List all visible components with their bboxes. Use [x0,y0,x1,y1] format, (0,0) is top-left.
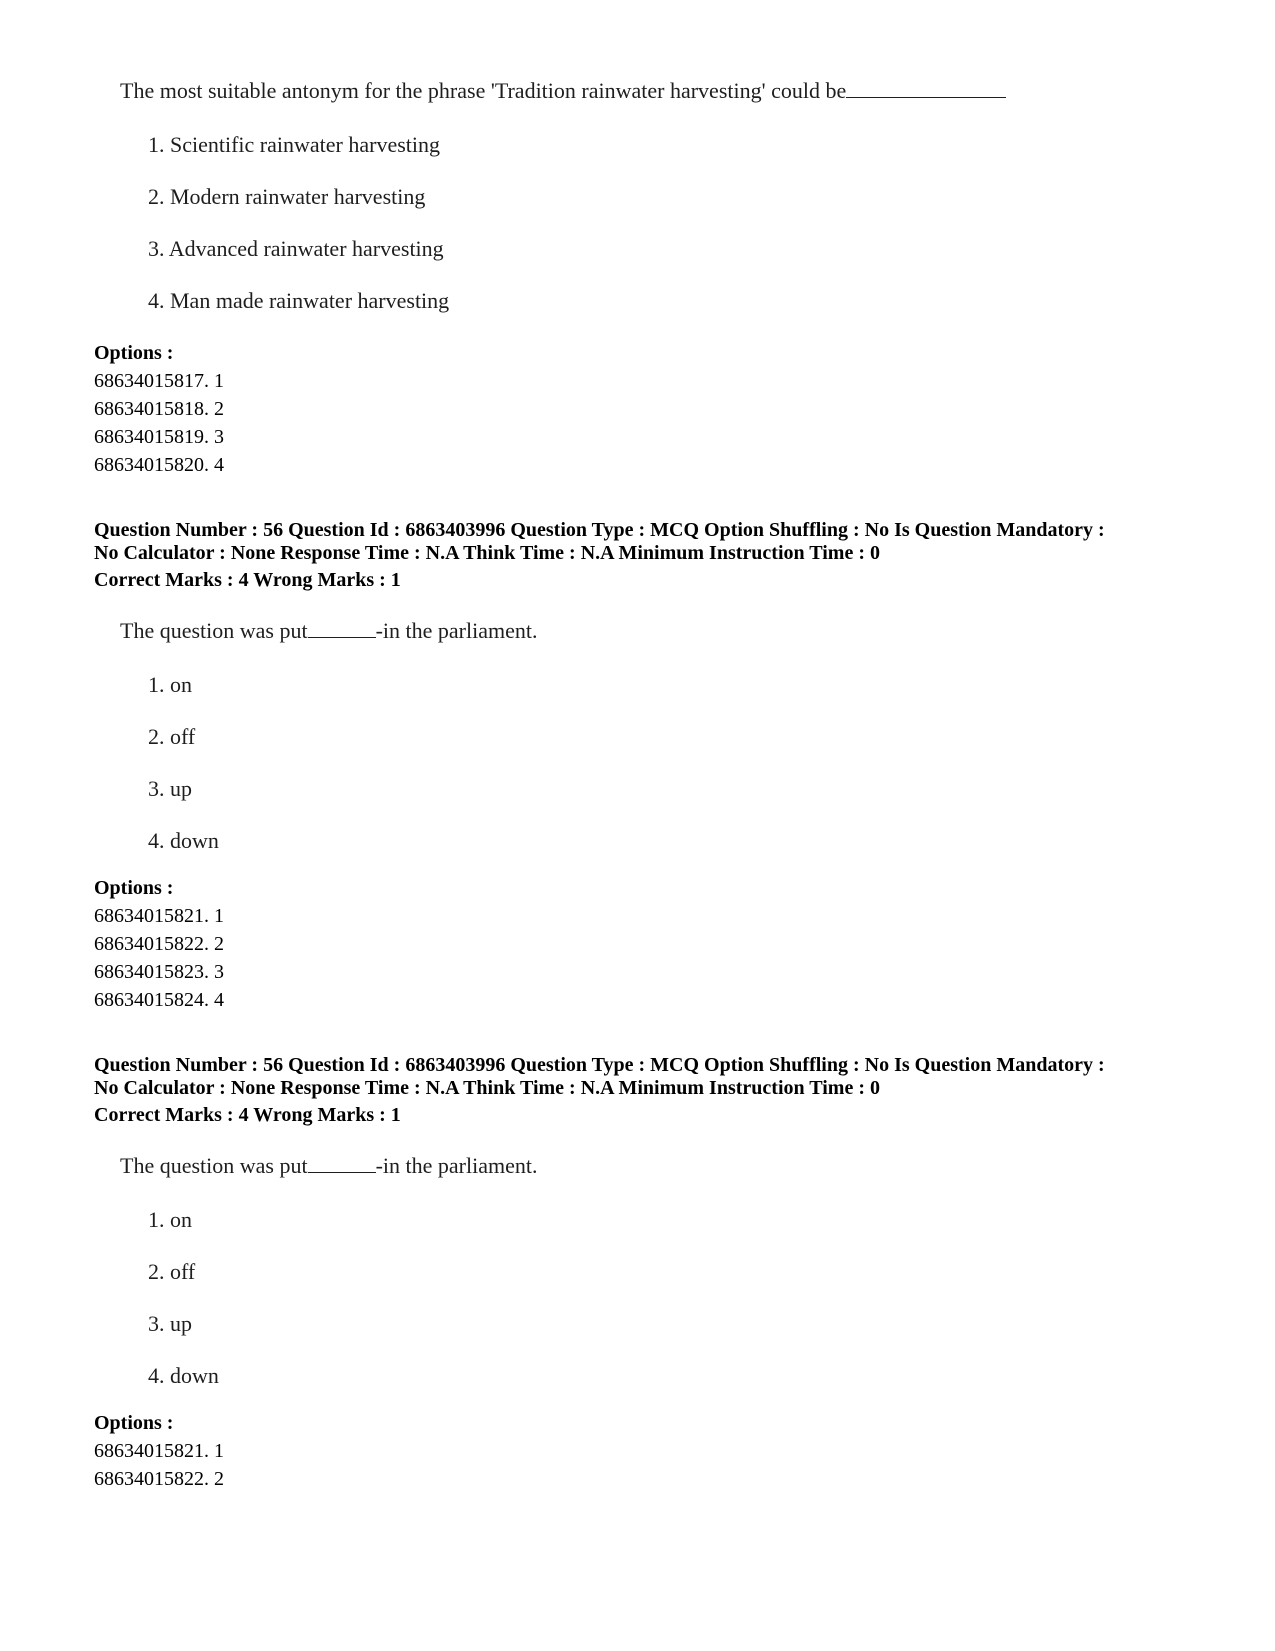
option-id-1: 68634015821. 1 [94,1440,224,1462]
choice-4: 4. Man made rainwater harvesting [148,288,450,313]
option-id-4: 68634015824. 4 [94,989,224,1011]
question-stem [120,1153,537,1179]
option-id-3: 68634015819. 3 [94,426,224,448]
question-stem-text-end: -in the parliament. [375,618,538,643]
question-stem-text: The question was put [120,618,308,643]
choice-1: 1. on [148,1207,192,1232]
option-id-4: 68634015820. 4 [94,454,224,476]
options-label: Options : [94,1412,174,1434]
option-id-2: 68634015818. 2 [94,398,224,420]
option-id-3: 68634015823. 3 [94,961,224,983]
options-label: Options : [94,877,174,899]
choice-3: 3. Advanced rainwater harvesting [148,236,444,261]
question-meta-line-2: No Calculator : None Response Time : N.A Think Time : N.A Minimum Instruction Time : 0 [94,1077,880,1099]
answer-blank [308,1154,376,1173]
choice-2: 2. off [148,1259,196,1284]
question-meta-line-1: Question Number : 56 Question Id : 6863403996 Question Type : MCQ Option Shuffling : No Is Question Mandatory : [94,519,1105,541]
question-stem-text: The question was put [120,1153,308,1178]
option-id-1: 68634015821. 1 [94,905,224,927]
question-marks: Correct Marks : 4 Wrong Marks : 1 [94,569,401,591]
choice-4: 4. down [148,1363,219,1388]
choice-4: 4. down [148,828,219,853]
options-label: Options : [94,342,174,364]
choice-3: 3. up [148,1311,192,1336]
question-stem-text: The most suitable antonym for the phrase 'Tradition rainwater harvesting' could be [120,78,847,103]
answer-blank [308,619,376,638]
choice-2: 2. Modern rainwater harvesting [148,184,426,209]
question-marks: Correct Marks : 4 Wrong Marks : 1 [94,1104,401,1126]
question-stem [120,78,1006,104]
question-stem [120,618,537,644]
choice-3: 3. up [148,776,192,801]
question-meta-line-1: Question Number : 56 Question Id : 6863403996 Question Type : MCQ Option Shuffling : No Is Question Mandatory : [94,1054,1105,1076]
option-id-2: 68634015822. 2 [94,933,224,955]
option-id-1: 68634015817. 1 [94,370,224,392]
choice-1: 1. Scientific rainwater harvesting [148,132,441,157]
option-id-2: 68634015822. 2 [94,1468,224,1490]
question-stem-text-end: -in the parliament. [375,1153,538,1178]
answer-blank [846,79,1006,98]
choice-2: 2. off [148,724,196,749]
question-meta-line-2: No Calculator : None Response Time : N.A Think Time : N.A Minimum Instruction Time : 0 [94,542,880,564]
choice-1: 1. on [148,672,192,697]
